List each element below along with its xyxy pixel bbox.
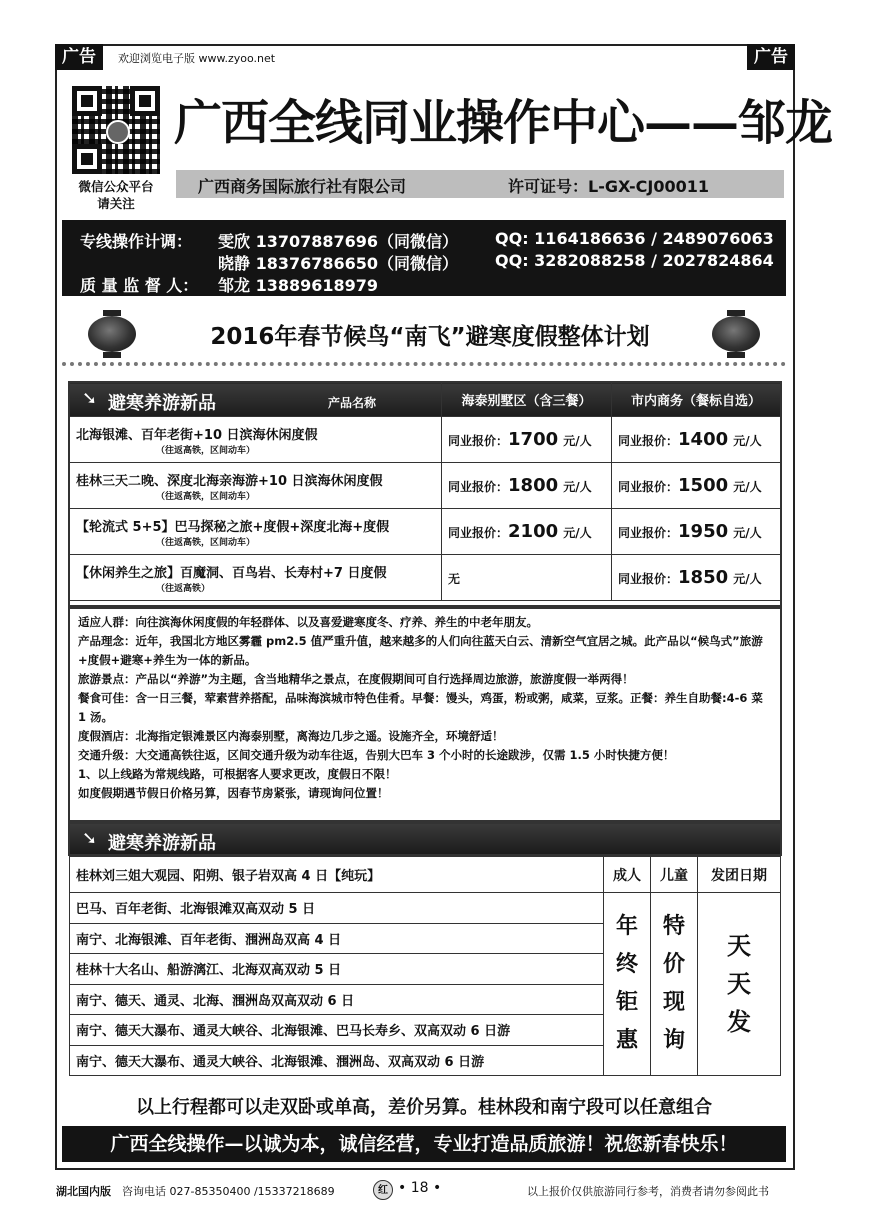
price-label: 同业报价： <box>618 434 679 448</box>
date-char: 发 <box>727 1008 751 1036</box>
price-row <box>70 417 781 463</box>
product-cell <box>70 417 442 463</box>
site-note[interactable]: 欢迎浏览电子版 www.zyoo.net <box>118 52 276 65</box>
adult-char: 惠 <box>615 1028 638 1053</box>
company-name: 广西商务国际旅行社有限公司 <box>198 177 407 196</box>
route-name: 南宁、德天大瀑布、通灵大峡谷、北海银滩、涠洲岛、双高双动 6 日游 <box>70 1045 604 1076</box>
adult-char: 钜 <box>615 990 638 1015</box>
price-label: 同业报价： <box>618 480 679 494</box>
note-label: 交通升级： <box>78 748 136 762</box>
price-label: 同业报价： <box>448 434 509 448</box>
adult-price-cell <box>604 893 651 1076</box>
qr-caption-line1: 微信公众平台 <box>78 179 154 194</box>
contacts-band <box>62 220 786 296</box>
product-cell <box>70 509 442 555</box>
price-none: 无 <box>448 572 461 586</box>
page-number: • 18 • <box>398 1180 442 1196</box>
route-name: 南宁、德天、通灵、北海、涠洲岛双高双动 6 日 <box>70 984 604 1015</box>
route-name: 巴马、百年老街、北海银滩双高双动 5 日 <box>70 893 604 924</box>
child-char: 现 <box>662 990 685 1015</box>
note-line <box>78 727 772 746</box>
route-table-header <box>70 857 781 893</box>
villa-price-cell <box>442 463 612 509</box>
price-row <box>70 509 781 555</box>
product-transport: （往返高铁） <box>156 583 211 594</box>
qr-caption <box>62 178 170 212</box>
plan-title: 2016年春节候鸟“南飞”避寒度假整体计划 <box>210 324 650 350</box>
price-unit: 元/人 <box>733 526 762 540</box>
note-line <box>78 632 772 670</box>
price-business: 1500 <box>678 475 729 496</box>
price-unit: 元/人 <box>733 434 762 448</box>
main-title: 广西全线同业操作中心——邹龙 <box>174 95 833 151</box>
price-table-header <box>70 383 781 417</box>
route-row <box>70 893 781 924</box>
villa-price-cell <box>442 509 612 555</box>
edition: 湖北国内版 <box>56 1185 111 1198</box>
col-business: 市内商务（餐标自选） <box>612 383 781 417</box>
qr-caption-line2: 请关注 <box>97 196 135 211</box>
product-name: 【轮流式 5+5】巴马探秘之旅+度假+深度北海+度假 <box>76 519 390 535</box>
product-name: 桂林三天二晚、深度北海亲海游+10 日滨海休闲度假 <box>76 473 383 489</box>
date-char: 天 <box>727 932 751 960</box>
supervisor: 邹龙 13889618979 <box>218 276 379 295</box>
price-business: 1400 <box>678 429 729 450</box>
adult-char: 终 <box>615 952 638 977</box>
arrow-down-right-icon: ➘ <box>82 388 98 409</box>
section1-title: 避寒养游新品 <box>108 393 216 414</box>
business-price-cell <box>612 509 781 555</box>
hotline: 咨询电话 027-85350400 /15337218689 <box>122 1185 335 1198</box>
note-line <box>78 670 772 689</box>
operator-label: 专线操作计调： <box>80 232 193 251</box>
lantern-left-icon <box>88 316 136 352</box>
supervisor-label: 质 量 监 督 人： <box>80 276 199 295</box>
dotted-divider <box>62 362 786 366</box>
note-text: 向往滨海休闲度假的年轻群体、以及喜爱避寒度冬、疗养、养生的中老年朋友。 <box>135 615 538 629</box>
notes-block <box>68 607 782 822</box>
section1-header-cell <box>70 383 442 417</box>
note-label: 适应人群： <box>78 615 136 629</box>
product-cell <box>70 463 442 509</box>
ad-tag-left: 广告 <box>55 44 103 70</box>
operator-1: 雯欣 13707887696（同微信） <box>218 232 459 251</box>
note-line <box>78 689 772 727</box>
note-line <box>78 746 772 765</box>
price-table <box>69 382 781 601</box>
product-name: 北海银滩、百年老街+10 日滨海休闲度假 <box>76 427 318 443</box>
price-villa: 1800 <box>508 475 559 496</box>
product-transport: （往返高铁，区间动车） <box>156 491 256 502</box>
page-badge-icon: 红 <box>373 1180 393 1200</box>
route-table <box>69 856 781 1076</box>
price-business: 1950 <box>678 521 729 542</box>
price-unit: 元/人 <box>563 526 592 540</box>
business-price-cell <box>612 417 781 463</box>
child-char: 特 <box>662 914 685 939</box>
col-adult: 成人 <box>604 857 651 893</box>
business-price-cell <box>612 555 781 601</box>
price-row <box>70 463 781 509</box>
product-cell <box>70 555 442 601</box>
child-char: 价 <box>662 952 685 977</box>
col-product: 产品名称 <box>328 396 377 410</box>
adult-char: 年 <box>615 914 638 939</box>
price-unit: 元/人 <box>563 434 592 448</box>
combo-note: 以上行程都可以走双卧或单高，差价另算。桂林段和南宁段可以任意组合 <box>136 1097 712 1118</box>
qr-finder-icon <box>130 86 160 116</box>
route-name: 南宁、德天大瀑布、通灵大峡谷、北海银滩、巴马长寿乡、双高双动 6 日游 <box>70 1015 604 1046</box>
lantern-right-icon <box>712 316 760 352</box>
note-text: 如度假期遇节假日价格另算，因春节房紧张，请现询问位置！ <box>78 786 389 800</box>
company-bar <box>176 170 784 198</box>
qr-finder-icon <box>72 144 102 174</box>
note-label: 旅游景点： <box>78 672 136 686</box>
product-transport: （往返高铁，区间动车） <box>156 445 256 456</box>
col-villa: 海泰别墅区（含三餐） <box>442 383 612 417</box>
route-name: 南宁、北海银滩、百年老街、涠洲岛双高 4 日 <box>70 923 604 954</box>
product-name: 【休闲养生之旅】百魔洞、百鸟岩、长寿村+7 日度假 <box>76 565 387 581</box>
business-price-cell <box>612 463 781 509</box>
note-line <box>78 765 772 784</box>
note-label: 餐食可佳： <box>78 691 136 705</box>
route-name: 桂林十大名山、船游漓江、北海双高双动 5 日 <box>70 954 604 985</box>
date-char: 天 <box>727 970 751 998</box>
note-text: 1、以上线路为常规线路，可根据客人要求更改，度假日不限！ <box>78 767 397 781</box>
note-line <box>78 613 772 632</box>
section2-title: 避寒养游新品 <box>108 833 216 854</box>
route-first: 桂林刘三姐大观园、阳朔、银子岩双高 4 日【纯玩】 <box>70 857 604 893</box>
villa-price-cell <box>442 417 612 463</box>
price-unit: 元/人 <box>733 480 762 494</box>
disclaimer: 以上报价仅供旅游同行参考，消费者请勿参阅此书 <box>527 1185 769 1198</box>
product-transport: （往返高铁，区间动车） <box>156 537 256 548</box>
col-date: 发团日期 <box>698 857 781 893</box>
price-unit: 元/人 <box>563 480 592 494</box>
departure-cell <box>698 893 781 1076</box>
price-label: 同业报价： <box>618 572 679 586</box>
operator-1-qq: QQ: 1164186636 / 2489076063 <box>495 229 774 248</box>
operator-2-qq: QQ: 3282088258 / 2027824864 <box>495 251 774 270</box>
qr-code[interactable] <box>72 86 160 174</box>
note-text: 产品以“养游”为主题，含当地精华之景点，在度假期间可自行选择周边旅游，旅游度假一举两得！ <box>135 672 634 686</box>
col-child: 儿童 <box>651 857 698 893</box>
note-label: 度假酒店： <box>78 729 136 743</box>
license-number: 许可证号：L-GX-CJ00011 <box>508 177 710 196</box>
note-text: 北海指定银滩景区内海泰别墅，离海边几步之遥。设施齐全，环境舒适！ <box>135 729 504 743</box>
note-text: 大交通高铁往返，区间交通升级为动车往返，告别大巴车 3 个小时的长途跋涉，仅需 1.5 小时快捷方便！ <box>135 748 675 762</box>
price-label: 同业报价： <box>448 480 509 494</box>
price-villa: 1700 <box>508 429 559 450</box>
child-char: 询 <box>662 1028 685 1053</box>
price-label: 同业报价： <box>618 526 679 540</box>
note-text: 近年，我国北方地区雾霾 pm2.5 值严重升值，越来越多的人们向往蓝天白云、清新空气宜居之城。此产品以“候鸟式”旅游+度假+避寒+养生为一体的新品。 <box>78 634 763 667</box>
qr-logo-icon <box>106 120 130 144</box>
slogan-band: 广西全线操作—以诚为本，诚信经营，专业打造品质旅游！祝您新春快乐！ <box>62 1126 786 1162</box>
section2-header <box>68 822 782 856</box>
child-price-cell <box>651 893 698 1076</box>
villa-price-cell <box>442 555 612 601</box>
note-label: 产品理念： <box>78 634 136 648</box>
price-label: 同业报价： <box>448 526 509 540</box>
price-row <box>70 555 781 601</box>
price-villa: 2100 <box>508 521 559 542</box>
note-text: 含一日三餐，荤素营养搭配，品味海滨城市特色佳肴。早餐：馒头，鸡蛋，粉或粥，咸菜，豆浆。正餐：养生自助餐:4-6 菜 1 汤。 <box>78 691 763 724</box>
price-unit: 元/人 <box>733 572 762 586</box>
note-line <box>78 784 772 803</box>
operator-2: 晓静 18376786650（同微信） <box>218 254 459 273</box>
price-business: 1850 <box>678 567 729 588</box>
ad-tag-right: 广告 <box>747 44 795 70</box>
arrow-down-right-icon: ➘ <box>82 828 98 849</box>
qr-finder-icon <box>72 86 102 116</box>
